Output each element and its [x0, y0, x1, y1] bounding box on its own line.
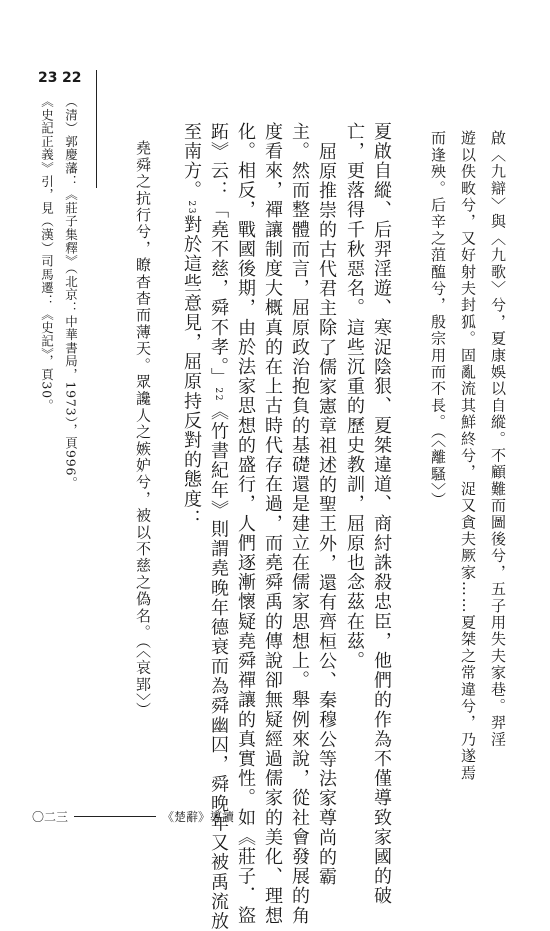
body-col-8 [182, 122, 200, 529]
body-col-6: 化。相反，戰國後期，由於法家思想的盛行，人們逐漸懷疑堯舜禪讓的真實性。如《莊子．盜 [235, 122, 256, 926]
footnote-ref-22[interactable]: 22 [213, 387, 223, 403]
quote-bottom-col-1: 堯舜之抗行兮，瞭杳杳而薄天。眾讒人之嫉妒兮，被以不慈之偽名。（〈哀郢〉） [134, 140, 152, 719]
body-col-4: 主。然而整體而言，屈原政治抱負的基礎還是建立在儒家思想上。舉例來說，從社會發展的角 [289, 122, 310, 926]
body-col-5: 度看來，禪讓制度大概真的在上古時代存在過，而堯舜禹的傳說卻無疑經過儒家的美化、理想 [262, 122, 283, 926]
page-number: 〇二三 [32, 810, 69, 824]
quote-top-col-2: 遊以佚畋兮，又好射夫封狐。固亂流其鮮終兮，浞又貪夫厥家……夏桀之常違兮，乃遂焉 [459, 130, 477, 782]
body-col-7-rest: 《竹書紀年》則謂堯晚年德衰而為舜幽囚，舜晚年又被禹流放 [208, 402, 229, 931]
body-col-3: 屈原推崇的古代君主除了儒家憲章祖述的聖王外，還有齊桓公、秦穆公等法家尊尚的霸 [316, 142, 337, 887]
footnote-text-23: 《史記正義》引，見（漢）司馬遷：《史記》，頁30。 [39, 95, 55, 413]
footnote-rule [96, 70, 97, 188]
quote-top-col-1: 啟〈九辯〉與〈九歌〉兮，夏康娛以自縱。不顧難而圖後兮，五子用失夫家巷。羿淫 [489, 130, 507, 748]
book-title: 《楚辭》導讀 [162, 810, 235, 824]
quote-top-col-3: 而逢殃。后辛之菹醢兮，殷宗用而不長。（〈離騷〉） [429, 130, 447, 509]
body-col-7-text: 跖》云：「堯不慈，舜不孝。」 [208, 122, 229, 388]
footnote-number-23: 23 [38, 70, 58, 86]
footer-rule [74, 816, 156, 817]
footnote-ref-23[interactable]: 23 [186, 200, 196, 216]
body-col-8-text: 至南方。 [181, 122, 202, 201]
page-footer [32, 808, 234, 825]
footnote-text-22: （清）郭慶藩：《莊子集釋》（北京：中華書局，1973），頁996。 [63, 95, 79, 490]
body-col-8-rest: 對於這些意見，屈原持反對的態度： [181, 215, 202, 529]
body-col-1: 夏啟自縱、后羿淫遊、寒浞陰狠、夏桀違道、商紂誅殺忠臣，他們的作為不僅導致家國的破 [371, 122, 392, 906]
footnote-number-22: 22 [62, 70, 82, 86]
body-col-2: 亡，更落得千秋惡名。這些沉重的歷史教訓，屈原也念茲在茲。 [344, 122, 365, 671]
